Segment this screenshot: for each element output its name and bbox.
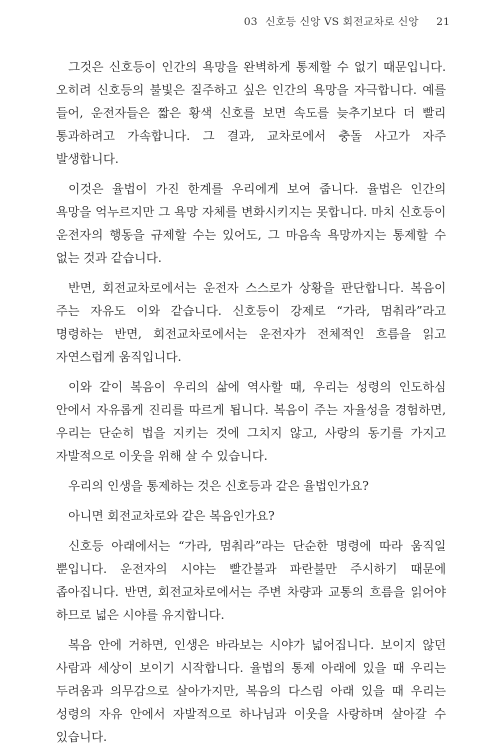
paragraph-3: 반면, 회전교차로에서는 운전자 스스로가 상황을 판단합니다. 복음이 주는 자유도 이와 같습니다. 신호등이 강제로 “가라, 멈춰라”라고 명령하는 반면, 회전교차로에서는 운전자가 전체적인 흐름을 읽고 자연스럽게 움직입니다. <box>56 281 446 364</box>
chapter-title: 신호등 신앙 VS 회전교차로 신앙 <box>265 16 419 28</box>
paragraph-1: 그것은 신호등이 인간의 욕망을 완벽하게 통제할 수 없기 때문입니다. 오히려 신호등의 불빛은 질주하고 싶은 인간의 욕망을 자극합니다. 예를 들어, 운전자들은 짧은 황색 신호를 보면 속도를 늦추기보다 더 빨리 통과하려고 가속합니다. 그 결과, 교차로에서 충돌 사고가 자주 발생합니다. <box>56 60 446 166</box>
body-text <box>56 56 446 756</box>
paragraph-2: 이것은 율법이 가진 한계를 우리에게 보여 줍니다. 율법은 인간의 욕망을 억누르지만 그 욕망 자체를 변화시키지는 못합니다. 마치 신호등이 운전자의 행동을 규제할 수는 있어도, 그 마음속 욕망까지는 통제할 수 없는 것과 같습니다. <box>56 182 446 265</box>
chapter-number: 03 <box>243 16 258 28</box>
paragraph-4: 이와 같이 복음이 우리의 삶에 역사할 때, 우리는 성령의 인도하심 안에서 자유롭게 진리를 따르게 됩니다. 복음이 주는 자율성을 경험하면, 우리는 단순히 법을 지키는 것에 그치지 않고, 사랑의 동기를 가지고 자발적으로 이웃을 위해 살 수 있습니다. <box>56 380 446 463</box>
paragraph-8: 복음 안에 거하면, 인생은 바라보는 시야가 넓어집니다. 보이지 않던 사람과 세상이 보이기 시작합니다. 율법의 통제 아래에 있을 때 우리는 두려움과 의무감으로 살아가지만, 복음의 다스림 아래 있을 때 우리는 성령의 자유 안에서 자발적으로 하나님과 이웃을 사랑하며 살아갈 수 있습니다. <box>56 638 446 744</box>
paragraph-6: 아니면 회전교차로와 같은 복음인가요? <box>68 509 275 523</box>
paragraph-5: 우리의 인생을 통제하는 것은 신호등과 같은 율법인가요? <box>68 479 369 493</box>
page-number: 21 <box>436 16 450 28</box>
running-header <box>244 14 450 29</box>
paragraph-7: 신호등 아래에서는 “가라, 멈춰라”라는 단순한 명령에 따라 움직일 뿐입니다. 운전자의 시야는 빨간불과 파란불만 주시하기 때문에 좁아집니다. 반면, 회전교차로에서는 주변 차량과 교통의 흐름을 읽어야 하므로 넓은 시야를 유지합니다. <box>56 539 446 622</box>
